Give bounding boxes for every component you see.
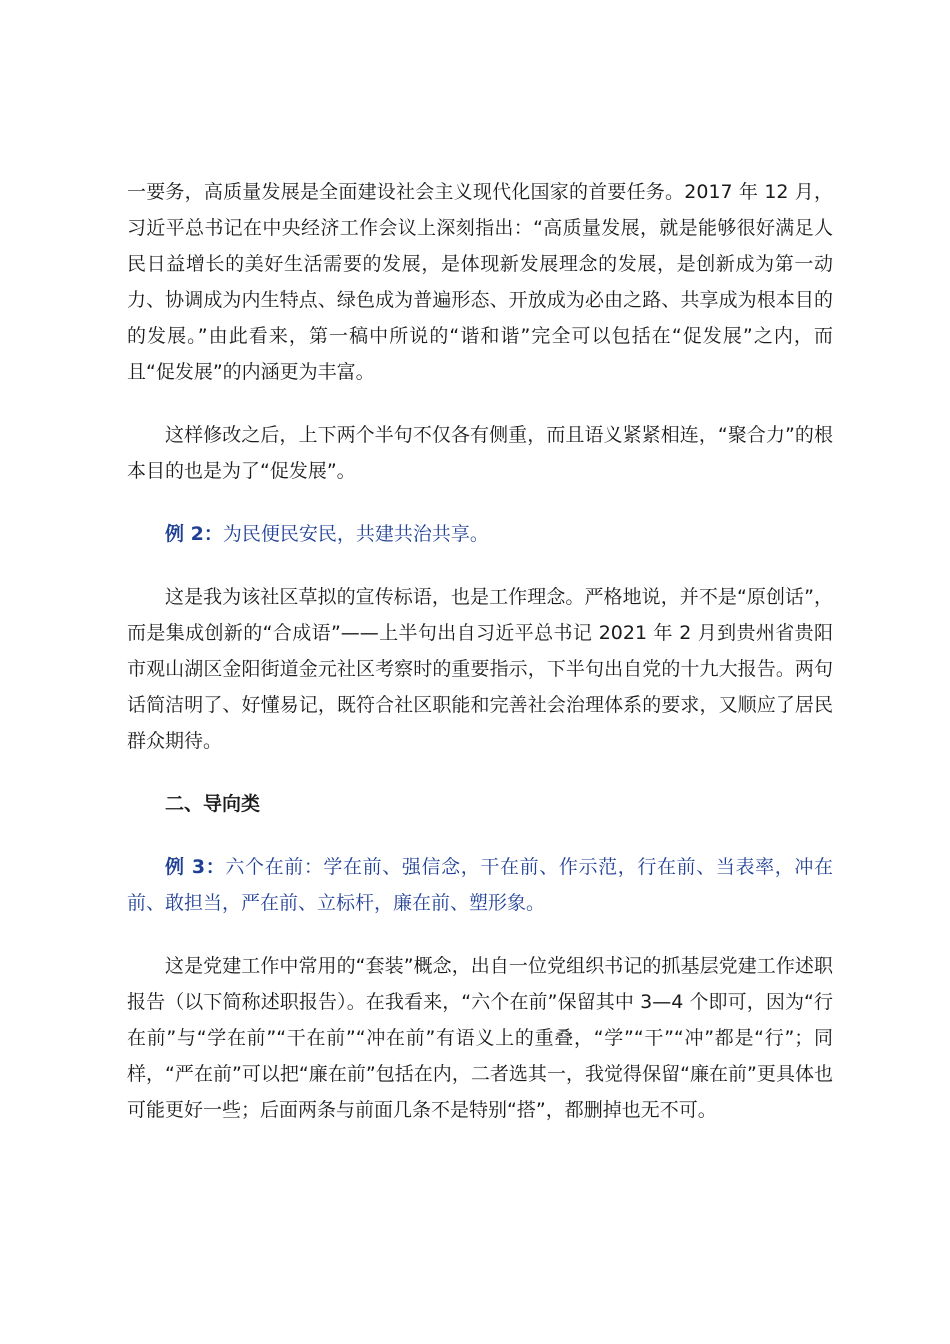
example-3-text: 六个在前：学在前、强信念，干在前、作示范，行在前、当表率，冲在前、敢担当，严在前、立标杆，廉在前、塑形象。 xyxy=(127,856,833,914)
example-2-text: 为民便民安民，共建共治共享。 xyxy=(222,523,489,545)
example-2-label: 例 2： xyxy=(165,523,223,545)
example-3-label: 例 3： xyxy=(165,856,226,878)
paragraph-revision-note: 这样修改之后，上下两个半句不仅各有侧重，而且语义紧紧相连，“聚合力”的根本目的也是为了“促发展”。 xyxy=(127,424,833,482)
section-heading-guidance: 二、导向类 xyxy=(165,793,261,815)
example-3 xyxy=(127,849,833,921)
paragraph-six-ahead-analysis: 这是党建工作中常用的“套装”概念，出自一位党组织书记的抓基层党建工作述职报告（以下简称述职报告）。在我看来，“六个在前”保留其中 3—4 个即可，因为“行在前”与“学在前”“干在前”“冲在前”有语义上的重叠，“学”“干”“冲”都是“行”；同样，“严在前”可以把“廉在前”包括在内，二者选其一，我觉得保留“廉在前”更具体也可能更好一些；后面两条与前面几条不是特别“搭”，都删掉也无不可。 xyxy=(127,955,833,1121)
example-2 xyxy=(127,516,833,552)
document-page xyxy=(127,174,833,1128)
paragraph-slogan-explanation: 这是我为该社区草拟的宣传标语，也是工作理念。严格地说，并不是“原创话”，而是集成创新的“合成语”——上半句出自习近平总书记 2021 年 2 月到贵州省贵阳市观山湖区金阳街道金元社区考察时的重要指示，下半句出自党的十九大报告。两句话简洁明了、好懂易记，既符合社区职能和完善社会治理体系的要求，又顺应了居民群众期待。 xyxy=(127,586,833,752)
paragraph-quality-development: 一要务，高质量发展是全面建设社会主义现代化国家的首要任务。2017 年 12 月，习近平总书记在中央经济工作会议上深刻指出：“高质量发展，就是能够很好满足人民日益增长的美好生活需要的发展，是体现新发展理念的发展，是创新成为第一动力、协调成为内生特点、绿色成为普遍形态、开放成为必由之路、共享成为根本目的的发展。”由此看来，第一稿中所说的“谐和谐”完全可以包括在“促发展”之内，而且“促发展”的内涵更为丰富。 xyxy=(127,181,833,383)
